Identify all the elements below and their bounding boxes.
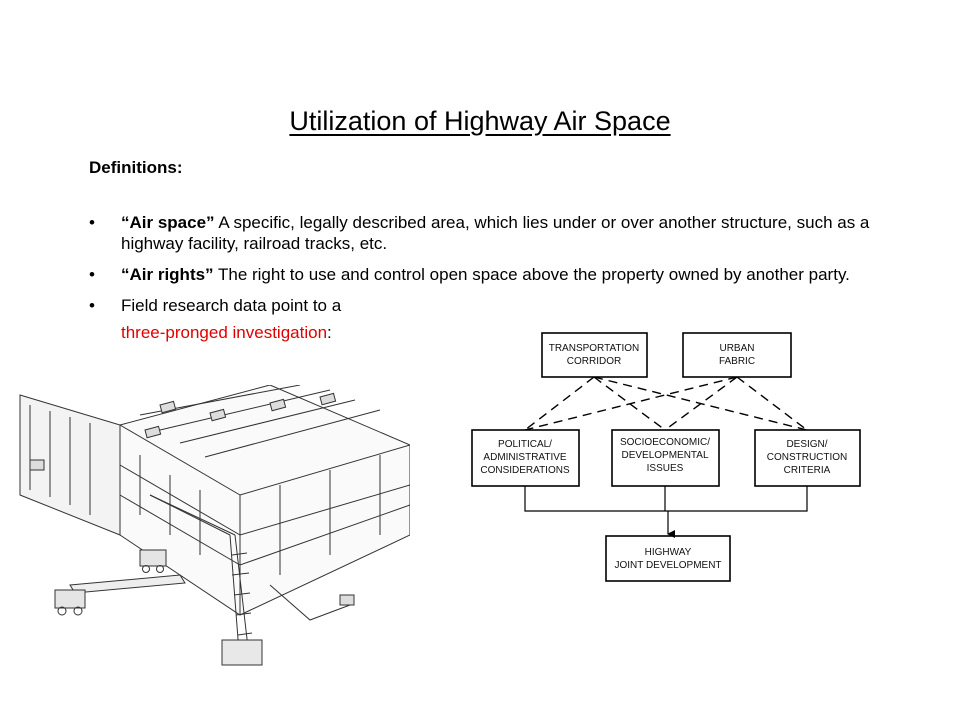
dashed-connectors <box>525 377 807 430</box>
box-label-line: DEVELOPMENTAL <box>621 450 709 461</box>
bullet-marker: • <box>89 296 95 315</box>
highway-structure-illustration <box>10 385 410 670</box>
box-label-line: DESIGN/ <box>786 439 828 450</box>
box-label-line: CONSIDERATIONS <box>480 465 570 476</box>
field-research-text: Field research data point to a <box>121 296 342 315</box>
box-label-line: JOINT DEVELOPMENT <box>614 560 722 571</box>
box-label-line: POLITICAL/ <box>498 439 552 450</box>
bullet-marker: • <box>89 265 95 284</box>
box-label-line: FABRIC <box>718 356 756 367</box>
page-title: Utilization of Highway Air Space <box>289 106 671 136</box>
transportation-corridor-box <box>542 333 647 377</box>
list-item <box>89 212 879 254</box>
box-label-line: ADMINISTRATIVE <box>483 452 567 463</box>
solid-connectors <box>525 486 807 534</box>
box-label-line: TRANSPORTATION <box>548 343 640 354</box>
highway-joint-development-box <box>606 536 730 581</box>
bullet-marker: • <box>89 213 95 232</box>
investigation-flowchart <box>460 325 870 590</box>
trailing-colon: : <box>327 323 332 342</box>
box-label-line: CRITERIA <box>783 465 831 476</box>
urban-fabric-box <box>683 333 791 377</box>
box-label-line: CONSTRUCTION <box>766 452 848 463</box>
term-air-rights: “Air rights” <box>121 265 214 284</box>
definitions-heading: Definitions: <box>89 158 183 177</box>
term-air-space: “Air space” <box>121 213 215 232</box>
list-item <box>89 264 879 285</box>
definition-air-space: A specific, legally described area, which lies under or over another structure, such as a highway facility, railroad tracks, etc. <box>121 213 870 253</box>
box-label-line: HIGHWAY <box>644 547 692 558</box>
box-label-line: CORRIDOR <box>566 356 622 367</box>
box-label-line: URBAN <box>719 343 755 354</box>
box-label-line: ISSUES <box>646 463 684 474</box>
highlighted-phrase: three-pronged investigation <box>121 323 328 342</box>
box-label-line: SOCIOECONOMIC/ <box>619 437 711 448</box>
definition-air-rights: The right to use and control open space above the property owned by another party. <box>213 265 850 284</box>
